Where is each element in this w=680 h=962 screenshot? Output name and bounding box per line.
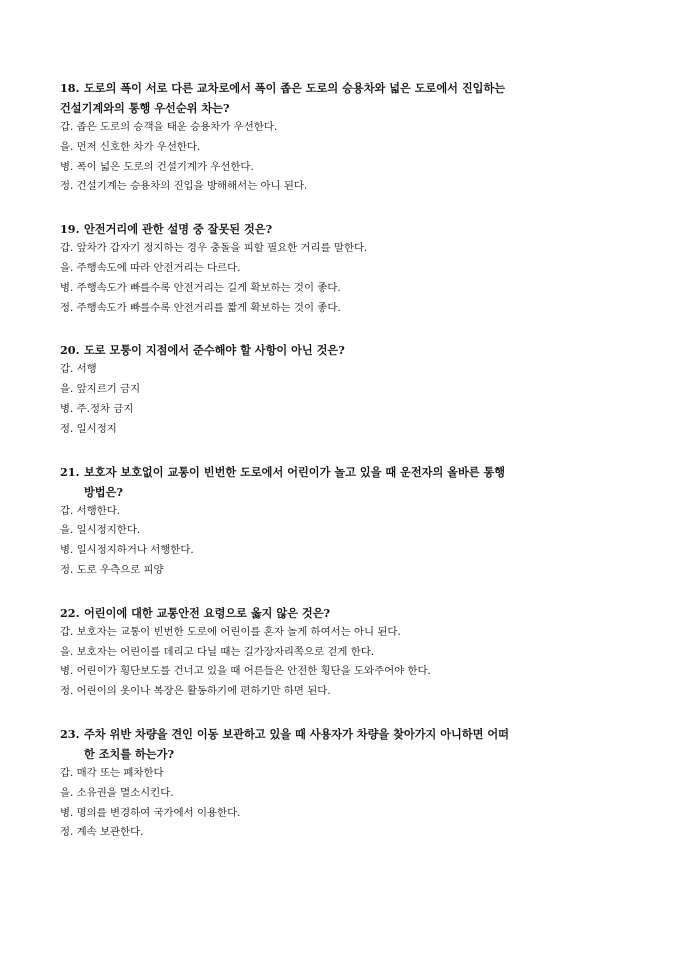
option-eul: 을. 보호자는 어린이를 데리고 다닐 때는 길가장자리쪽으로 걷게 한다. <box>60 645 375 658</box>
question-number: 19. <box>60 222 80 237</box>
option-gap: 갑. 서행 <box>60 363 97 376</box>
option-jeong: 정. 건설기계는 승용차의 진입을 방해해서는 아니 된다. <box>60 180 308 193</box>
question-text-line2: 한 조치를 하는가? <box>84 746 174 761</box>
question-text-line2: 건설기계와의 통행 우선순위 차는? <box>60 101 230 115</box>
option-gap: 갑. 매각 또는 폐차한다 <box>60 766 164 779</box>
question-22 <box>60 603 630 702</box>
option-byeong: 병. 폭이 넓은 도로의 건설기계가 우선한다. <box>60 160 254 173</box>
option-jeong: 정. 주행속도가 빠를수록 안전거리를 짧게 확보하는 것이 좋다. <box>60 301 341 314</box>
question-title <box>60 603 630 623</box>
question-18 <box>60 78 630 197</box>
option-eul: 을. 앞지르기 금지 <box>60 383 141 396</box>
question-text-line2: 방법은? <box>84 484 123 499</box>
question-title <box>60 462 630 502</box>
question-20 <box>60 340 630 439</box>
option-gap: 갑. 앞차가 갑자기 정지하는 경우 충돌을 피할 필요한 거리를 말한다. <box>60 242 368 255</box>
question-number: 21. <box>60 464 80 479</box>
exam-page <box>60 78 630 865</box>
option-byeong: 병. 명의를 변경하여 국가에서 이용한다. <box>60 806 241 819</box>
option-jeong: 정. 도로 우측으로 피양 <box>60 563 164 576</box>
question-text-line1: 안전거리에 관한 설명 중 잘못된 것은? <box>84 222 273 237</box>
option-jeong: 정. 계속 보관한다. <box>60 826 144 839</box>
question-title <box>60 724 630 764</box>
question-number: 22. <box>60 605 80 620</box>
option-jeong: 정. 어린이의 옷이나 복장은 활동하기에 편하기만 하면 된다. <box>60 685 331 698</box>
option-eul: 을. 먼저 신호한 차가 우선한다. <box>60 140 201 153</box>
question-number: 23. <box>60 726 80 741</box>
option-gap: 갑. 좁은 도로의 승객을 태운 승용차가 우선한다. <box>60 121 278 133</box>
option-eul: 을. 주행속도에 따라 안전거리는 다르다. <box>60 261 241 274</box>
question-23 <box>60 724 630 843</box>
question-number: 20. <box>60 343 80 358</box>
question-text-line1: 도로의 폭이 서로 다른 교차로에서 폭이 좁은 도로의 승용차와 넓은 도로에서 진입하는 <box>84 81 506 95</box>
question-title <box>60 219 630 239</box>
option-byeong: 병. 어린이가 횡단보도를 건너고 있을 때 어른들은 안전한 횡단을 도와주어야 한다. <box>60 665 431 678</box>
question-number: 18. <box>60 81 80 95</box>
option-jeong: 정. 일시정지 <box>60 422 117 435</box>
option-eul: 을. 일시정지한다. <box>60 524 141 537</box>
question-title <box>60 78 630 98</box>
option-byeong: 병. 주.정차 금지 <box>60 402 134 415</box>
question-text-line1: 도로 모퉁이 지점에서 준수해야 할 사항이 아닌 것은? <box>84 343 345 358</box>
option-byeong: 병. 주행속도가 빠를수록 안전거리는 길게 확보하는 것이 좋다. <box>60 281 341 294</box>
option-byeong: 병. 일시정지하거나 서행한다. <box>60 544 194 557</box>
option-gap: 갑. 보호자는 교통이 빈번한 도로에 어린이를 혼자 놀게 하여서는 아니 된다. <box>60 625 401 638</box>
question-text-line1: 어린이에 대한 교통안전 요령으로 옳지 않은 것은? <box>84 605 331 620</box>
question-text-line1: 보호자 보호없이 교통이 빈번한 도로에서 어린이가 놀고 있을 때 운전자의 올바른 통행 <box>84 464 506 479</box>
question-text-line1: 주차 위반 차량을 견인 이동 보관하고 있을 때 사용자가 차량을 찾아가지 아니하면 어떠 <box>84 726 509 741</box>
question-19 <box>60 219 630 318</box>
question-21 <box>60 462 630 581</box>
question-title <box>60 340 630 360</box>
option-eul: 을. 소유권을 멸소시킨다. <box>60 786 174 799</box>
option-gap: 갑. 서행한다. <box>60 504 121 517</box>
